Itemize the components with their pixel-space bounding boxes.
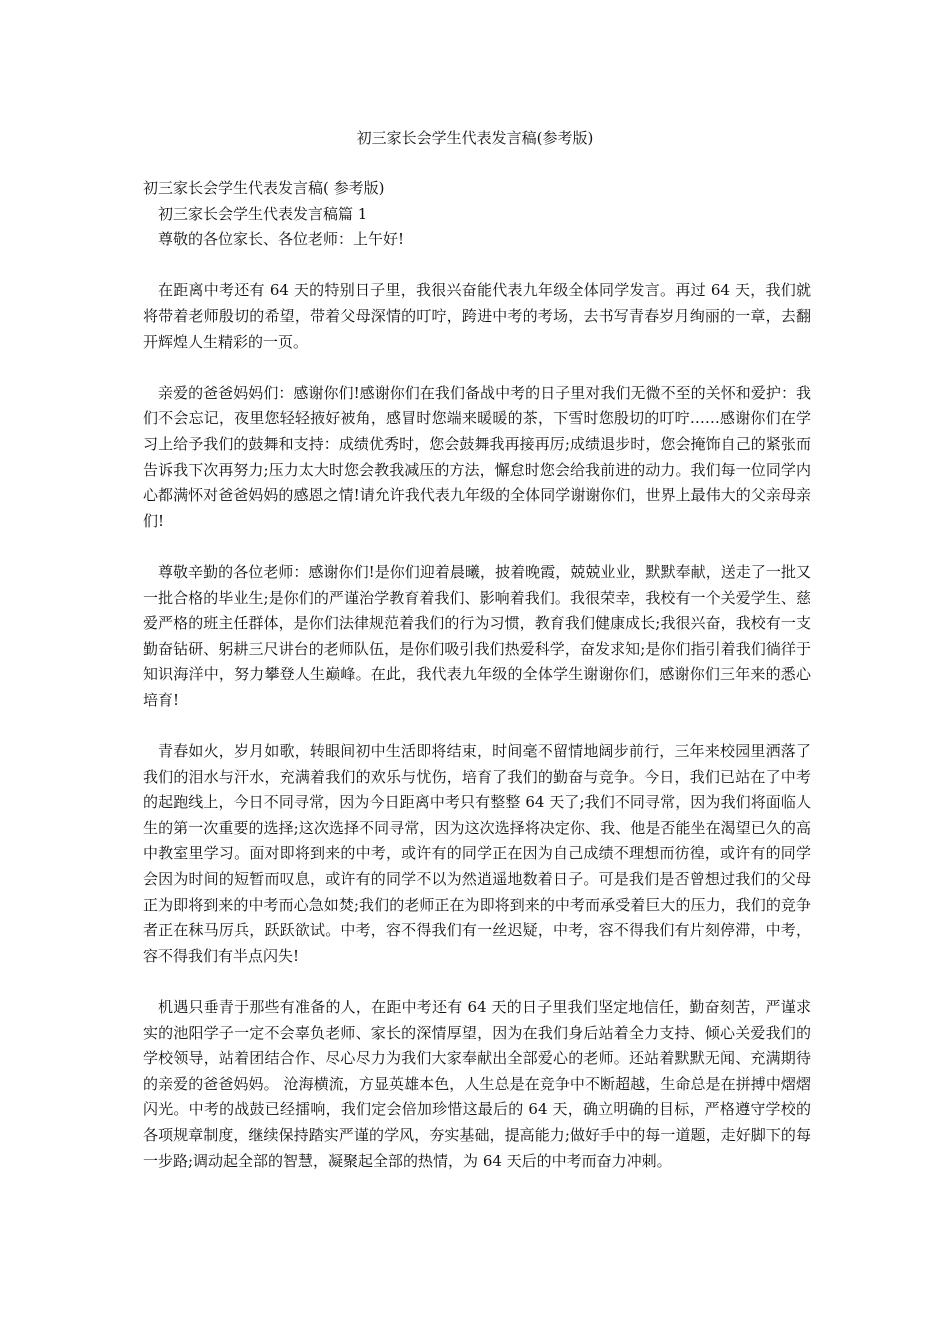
paragraph-gap [143, 713, 811, 739]
document-subtitle: 初三家长会学生代表发言稿( 参考版) [143, 179, 385, 197]
paragraph-gap [143, 355, 811, 381]
document-title: 初三家长会学生代表发言稿(参考版) [356, 129, 594, 147]
paragraph-2: 亲爱的爸爸妈妈们：感谢你们!感谢你们在我们备战中考的日子里对我们无微不至的关怀和爱护：我们不会忘记，夜里您轻轻掖好被角，感冒时您端来暖暖的茶，下雪时您殷切的叮咛……感谢你们在学习上给予我们的鼓舞和支持：成绩优秀时，您会鼓舞我再接再厉;成绩退步时，您会掩饰自己的紧张而告诉我下次再努力;压力太大时您会教我减压的方法，懈怠时您会给我前进的动力。我们每一位同学内心都满怀对爸爸妈妈的感恩之情!请允许我代表九年级的全体同学谢谢你们，世界上最伟大的父亲母亲们! [143, 383, 811, 530]
paragraph-3: 尊敬辛勤的各位老师：感谢你们!是你们迎着晨曦，披着晚霞，兢兢业业，默默奉献，送走了一批又一批合格的毕业生;是你们的严谨治学教育着我们、影响着我们。我很荣幸，我校有一个关爱学生、慈爱严格的班主任群体，是你们法律规范着我们的行为习惯，教育我们健康成长;我很兴奋，我校有一支勤奋钻研、躬耕三尺讲台的老师队伍，是你们吸引我们热爱科学，奋发求知;是你们指引着我们徜徉于知识海洋中，努力攀登人生巅峰。在此，我代表九年级的全体学生谢谢你们，感谢你们三年来的悉心培育! [143, 562, 811, 709]
paragraph-gap [143, 253, 811, 279]
section-heading: 初三家长会学生代表发言稿篇 1 [158, 204, 368, 223]
paragraph-gap [143, 534, 811, 560]
paragraph-gap [143, 969, 811, 995]
greeting: 尊敬的各位家长、各位老师：上午好! [158, 230, 405, 249]
paragraph-5: 机遇只垂青于那些有准备的人，在距中考还有 64 天的日子里我们坚定地信任，勤奋刻苦，严谨求实的池阳学子一定不会辜负老师、家长的深情厚望，因为在我们身后站着全力支持、倾心关爱我们的学校领导，站着团结合作、尽心尽力为我们大家奉献出全部爱心的老师。还站着默默无闻、充满期待的亲爱的爸爸妈妈。 沧海横流，方显英雄本色，人生总是在竞争中不断超越，生命总是在拼搏中熠熠闪光。中考的战鼓已经擂响，我们定会倍加珍惜这最后的 64 天，确立明确的目标，严格遵守学校的各项规章制度，继续保持踏实严谨的学风，夯实基础，提高能力;做好手中的每一道题，走好脚下的每一步路;调动起全部的智慧，凝聚起全部的热情，为 64 天后的中考而奋力冲刺。 [143, 998, 811, 1170]
paragraph-1: 在距离中考还有 64 天的特别日子里，我很兴奋能代表九年级全体同学发言。再过 64 天，我们就将带着老师殷切的希望，带着父母深情的叮咛，跨进中考的考场，去书写青春岁月绚丽的一章，去翻开辉煌人生精彩的一页。 [143, 281, 811, 351]
paragraph-4: 青春如火，岁月如歌，转眼间初中生活即将结束，时间毫不留情地阔步前行，三年来校园里洒落了我们的泪水与汗水，充满着我们的欢乐与忧伤，培育了我们的勤奋与竞争。今日，我们已站在了中考的起跑线上，今日不同寻常，因为今日距离中考只有整整 64 天了;我们不同寻常，因为我们将面临人生的第一次重要的选择;这次选择不同寻常，因为这次选择将决定你、我、他是否能坐在渴望已久的高中教室里学习。面对即将到来的中考，或许有的同学正在因为自己成绩不理想而彷徨，或许有的同学会因为时间的短暂而叹息，或许有的同学不以为然逍遥地数着日子。可是我们是否曾想过我们的父母正为即将到来的中考而心急如焚;我们的老师正在为即将到来的中考而承受着巨大的压力，我们的竞争者正在秣马厉兵，跃跃欲试。中考，容不得我们有一丝迟疑，中考，容不得我们有片刻停滞，中考，容不得我们有半点闪失! [143, 742, 811, 965]
document-body [143, 176, 811, 1174]
